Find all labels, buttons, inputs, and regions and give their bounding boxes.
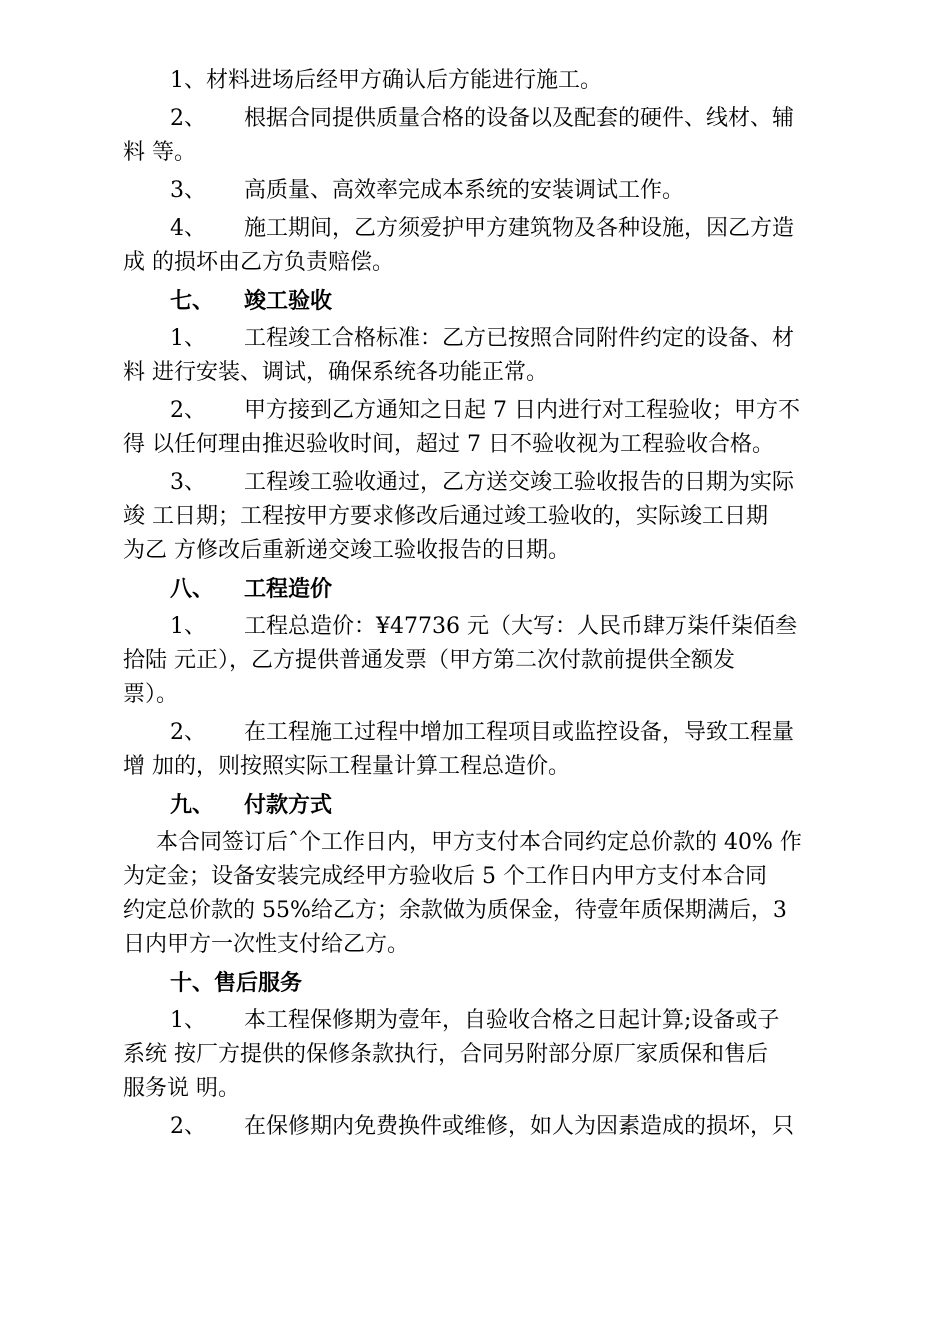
continuation-line: 日内甲方一次性支付给乙方。 bbox=[123, 932, 410, 957]
item-number: 2、 bbox=[170, 720, 206, 745]
item-text: 施工期间，乙方须爱护甲方建筑物及各种设施，因乙方造 bbox=[244, 216, 795, 241]
item-text: 在工程施工过程中增加工程项目或监控设备，导致工程量 bbox=[244, 720, 795, 745]
numbered-item-line bbox=[123, 1110, 840, 1144]
numbered-item-line bbox=[123, 212, 840, 246]
section-heading bbox=[123, 788, 840, 822]
item-number: 3、 bbox=[170, 470, 206, 495]
numbered-item-line bbox=[123, 466, 840, 500]
numbered-item-line bbox=[123, 610, 840, 644]
item-number: 3、 bbox=[170, 178, 206, 203]
item-text: 高质量、高效率完成本系统的安装调试工作。 bbox=[244, 178, 685, 203]
item-text: 竣工验收 bbox=[244, 288, 333, 314]
section-heading bbox=[123, 572, 840, 606]
continuation-line: 拾陆 元正），乙方提供普通发票（甲方第二次付款前提供全额发 bbox=[123, 648, 735, 673]
item-number: 4、 bbox=[170, 216, 206, 241]
section-heading bbox=[123, 284, 840, 318]
item-number: 1、 bbox=[170, 614, 206, 639]
item-text: 付款方式 bbox=[244, 792, 333, 818]
paragraph bbox=[123, 1004, 840, 1106]
item-number: 2、 bbox=[170, 1114, 206, 1139]
item-text: 工程总造价：¥47736 元（大写：人民币肆万柒仟柒佰叁 bbox=[244, 614, 797, 639]
paragraph bbox=[123, 64, 840, 98]
paragraph bbox=[123, 102, 840, 170]
item-text: 工程竣工合格标准：乙方已按照合同附件约定的设备、材 bbox=[244, 326, 795, 351]
item-text: 在保修期内免费换件或维修，如人为因素造成的损坏，只 bbox=[244, 1114, 795, 1139]
item-text: 工程造价 bbox=[244, 576, 333, 602]
paragraph bbox=[123, 572, 840, 606]
item-number: 1、 bbox=[170, 1008, 206, 1033]
paragraph bbox=[123, 284, 840, 318]
continuation-line: 得 以任何理由推迟验收时间，超过 7 日不验收视为工程验收合格。 bbox=[123, 432, 774, 457]
continuation-line: 票）。 bbox=[123, 682, 179, 707]
paragraph bbox=[123, 610, 840, 712]
paragraph bbox=[123, 322, 840, 390]
item-text: 根据合同提供质量合格的设备以及配套的硬件、线材、辅 bbox=[244, 106, 795, 131]
item-number: 八、 bbox=[170, 576, 215, 602]
item-text: 甲方接到乙方通知之日起 7 日内进行对工程验收；甲方不 bbox=[244, 398, 800, 423]
text-line: 本合同签订后ˆ个工作日内，甲方支付本合同约定总价款的 40% 作 bbox=[156, 830, 802, 855]
item-number: 九、 bbox=[170, 792, 215, 818]
numbered-item-line bbox=[123, 716, 840, 750]
continuation-line: 竣 工日期；工程按甲方要求修改后通过竣工验收的，实际竣工日期 bbox=[123, 504, 768, 529]
paragraph bbox=[123, 788, 840, 822]
continuation-line: 服务说 明。 bbox=[123, 1076, 240, 1101]
continuation-line: 系统 按厂方提供的保修条款执行，合同另附部分原厂家质保和售后 bbox=[123, 1042, 768, 1067]
item-text: 本工程保修期为壹年，自验收合格之日起计算;设备或子 bbox=[244, 1008, 780, 1033]
numbered-item-line bbox=[123, 102, 840, 136]
document-page bbox=[123, 64, 840, 1148]
continuation-line: 为乙 方修改后重新递交竣工验收报告的日期。 bbox=[123, 538, 570, 563]
item-number: 2、 bbox=[170, 398, 206, 423]
item-text: 工程竣工验收通过，乙方送交竣工验收报告的日期为实际 bbox=[244, 470, 795, 495]
continuation-line: 约定总价款的 55%给乙方；余款做为质保金，待壹年质保期满后，3 bbox=[123, 898, 787, 923]
continuation-line: 成 的损坏由乙方负责赔偿。 bbox=[123, 250, 394, 275]
paragraph bbox=[123, 716, 840, 784]
numbered-item-line bbox=[123, 394, 840, 428]
continuation-line: 为定金；设备安装完成经甲方验收后 5 个工作日内甲方支付本合同 bbox=[123, 864, 767, 889]
section-heading: 十、售后服务 bbox=[170, 970, 303, 996]
paragraph-gap bbox=[123, 1144, 840, 1148]
item-number: 2、 bbox=[170, 106, 206, 131]
paragraph bbox=[123, 466, 840, 568]
item-number: 1、 bbox=[170, 326, 206, 351]
numbered-item-line bbox=[123, 174, 840, 208]
item-number: 七、 bbox=[170, 288, 215, 314]
continuation-line: 料 进行安装、调试，确保系统各功能正常。 bbox=[123, 360, 548, 385]
paragraph bbox=[123, 212, 840, 280]
text-line: 1、材料进场后经甲方确认后方能进行施工。 bbox=[170, 68, 602, 93]
continuation-line: 料 等。 bbox=[123, 140, 196, 165]
continuation-line: 增 加的，则按照实际工程量计算工程总造价。 bbox=[123, 754, 570, 779]
paragraph bbox=[123, 826, 840, 962]
numbered-item-line bbox=[123, 1004, 840, 1038]
paragraph bbox=[123, 1110, 840, 1144]
paragraph bbox=[123, 174, 840, 208]
paragraph bbox=[123, 966, 840, 1000]
numbered-item-line bbox=[123, 322, 840, 356]
paragraph bbox=[123, 394, 840, 462]
